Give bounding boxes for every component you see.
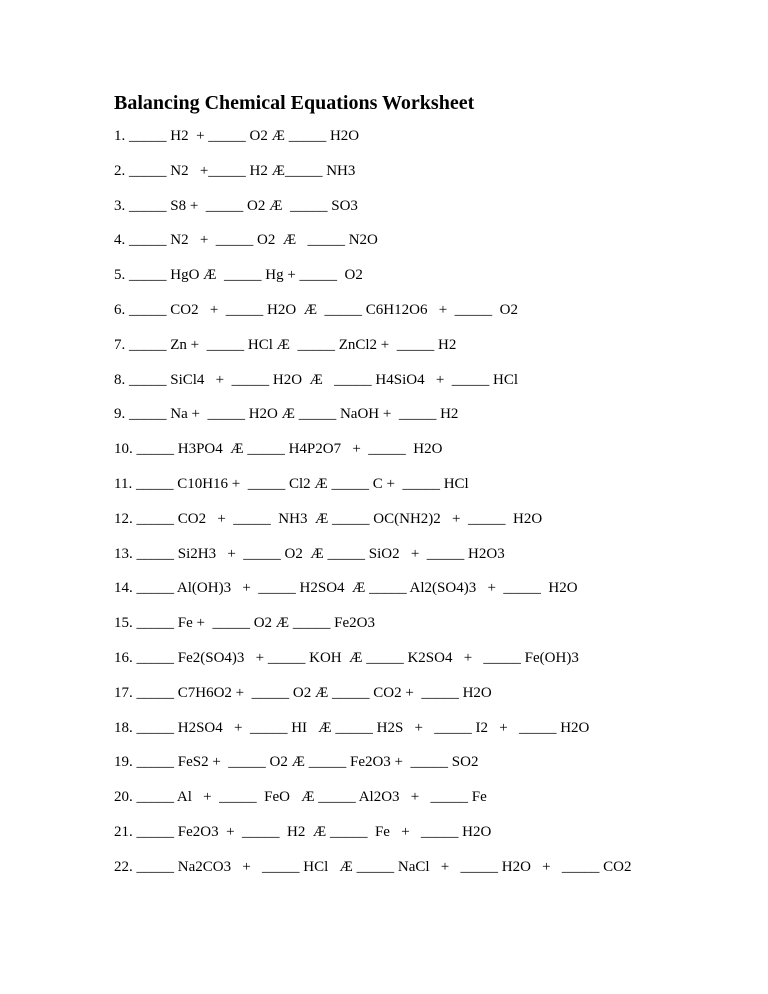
equation-line: 9. _____ Na + _____ H2O Æ _____ NaOH + _____ H2 bbox=[114, 406, 459, 423]
worksheet-title: Balancing Chemical Equations Worksheet bbox=[114, 92, 475, 114]
equation-line: 7. _____ Zn + _____ HCl Æ _____ ZnCl2 + _____ H2 bbox=[114, 336, 457, 353]
equation-line: 13. _____ Si2H3 + _____ O2 Æ _____ SiO2 + _____ H2O3 bbox=[114, 545, 505, 562]
equation-line: 18. _____ H2SO4 + _____ HI Æ _____ H2S + _____ I2 + _____ H2O bbox=[114, 719, 590, 736]
equation-line: 17. _____ C7H6O2 + _____ O2 Æ _____ CO2 + _____ H2O bbox=[114, 684, 492, 701]
equation-line: 11. _____ C10H16 + _____ Cl2 Æ _____ C + _____ HCl bbox=[114, 475, 469, 492]
equation-line: 8. _____ SiCl4 + _____ H2O Æ _____ H4SiO4 + _____ HCl bbox=[114, 371, 519, 388]
equation-line: 4. _____ N2 + _____ O2 Æ _____ N2O bbox=[114, 232, 378, 249]
equation-list bbox=[114, 126, 631, 892]
equation-line: 6. _____ CO2 + _____ H2O Æ _____ C6H12O6 + _____ O2 bbox=[114, 301, 519, 318]
equation-line: 19. _____ FeS2 + _____ O2 Æ _____ Fe2O3 + _____ SO2 bbox=[114, 754, 479, 771]
equation-line: 10. _____ H3PO4 Æ _____ H4P2O7 + _____ H2O bbox=[114, 441, 443, 458]
equation-line: 22. _____ Na2CO3 + _____ HCl Æ _____ NaCl + _____ H2O + _____ CO2 bbox=[114, 858, 632, 875]
equation-line: 3. _____ S8 + _____ O2 Æ _____ SO3 bbox=[114, 197, 358, 214]
equation-line: 12. _____ CO2 + _____ NH3 Æ _____ OC(NH2)2 + _____ H2O bbox=[114, 510, 543, 527]
equation-line: 20. _____ Al + _____ FeO Æ _____ Al2O3 + _____ Fe bbox=[114, 789, 487, 806]
equation-line: 5. _____ HgO Æ _____ Hg + _____ O2 bbox=[114, 267, 363, 284]
equation-line: 21. _____ Fe2O3 + _____ H2 Æ _____ Fe + _____ H2O bbox=[114, 823, 492, 840]
equation-line: 14. _____ Al(OH)3 + _____ H2SO4 Æ _____ Al2(SO4)3 + _____ H2O bbox=[114, 580, 578, 597]
equation-line: 2. _____ N2 +_____ H2 Æ_____ NH3 bbox=[114, 162, 356, 179]
equation-line: 16. _____ Fe2(SO4)3 + _____ KOH Æ _____ K2SO4 + _____ Fe(OH)3 bbox=[114, 649, 579, 666]
equation-line: 1. _____ H2 + _____ O2 Æ _____ H2O bbox=[114, 128, 360, 144]
equation-line: 15. _____ Fe + _____ O2 Æ _____ Fe2O3 bbox=[114, 615, 375, 632]
